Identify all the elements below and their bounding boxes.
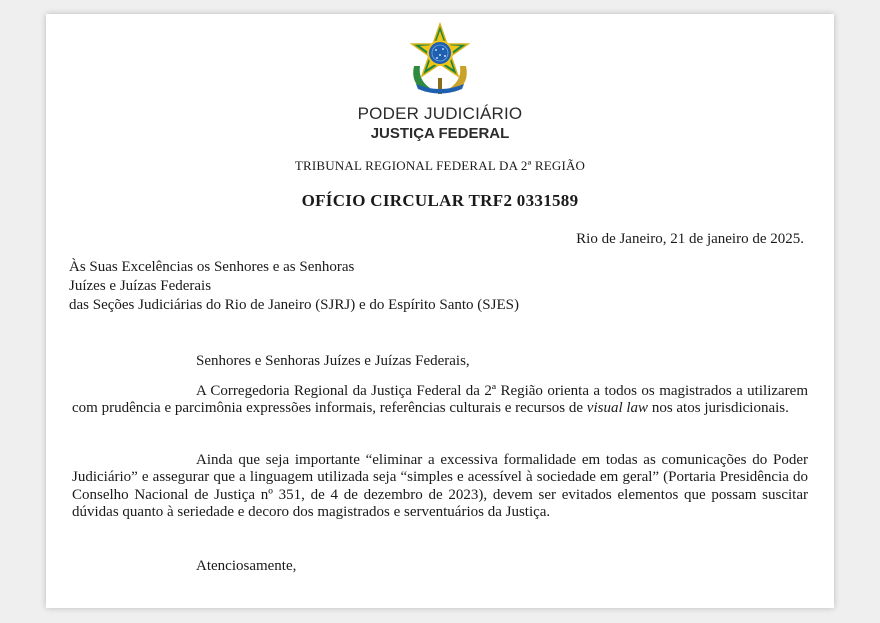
date-line: Rio de Janeiro, 21 de janeiro de 2025. [576,231,804,247]
paragraph-1-tail: nos atos jurisdicionais. [648,400,789,417]
addressee-line-1: Às Suas Excelências os Senhores e as Senhoras [69,259,355,275]
document-page [46,14,834,608]
addressee-line-2: Juízes e Juízas Federais [69,278,212,294]
salutation: Senhores e Senhoras Juízes e Juízas Federais, [196,353,470,369]
body-paragraph-1 [72,383,808,418]
federal-justice-heading: JUSTIÇA FEDERAL [370,125,510,142]
brazil-coat-of-arms-icon [402,22,478,98]
document-title: OFÍCIO CIRCULAR TRF2 0331589 [301,191,579,210]
paragraph-1-text: A Corregedoria Regional da Justiça Federal da 2ª Região orienta a todos os magistrados a utilizarem com prudência e parcimônia expressões informais, referências culturais e recursos de [72,383,808,417]
judiciary-heading: PODER JUDICIÁRIO [357,104,523,123]
visual-law-term: visual law [586,400,649,417]
addressee-line-3: das Seções Judiciárias do Rio de Janeiro (SJRJ) e do Espírito Santo (SJES) [69,297,519,313]
body-paragraph-2: Ainda que seja importante “eliminar a excessiva formalidade em todas as comunicações do Poder Judiciário” e assegurar que a linguagem utilizada seja “simples e acessível à sociedade em geral” (Portaria Presidência do Conselho Nacional de Justiça nº 351, de 4 de dezembro de 2023), devem ser evitados elementos que possam suscitar dúvidas quanto à seriedade e decoro dos magistrados e serventuários da Justiça. [72,452,808,521]
court-name: TRIBUNAL REGIONAL FEDERAL DA 2ª REGIÃO [294,158,586,173]
closing: Atenciosamente, [196,558,297,574]
